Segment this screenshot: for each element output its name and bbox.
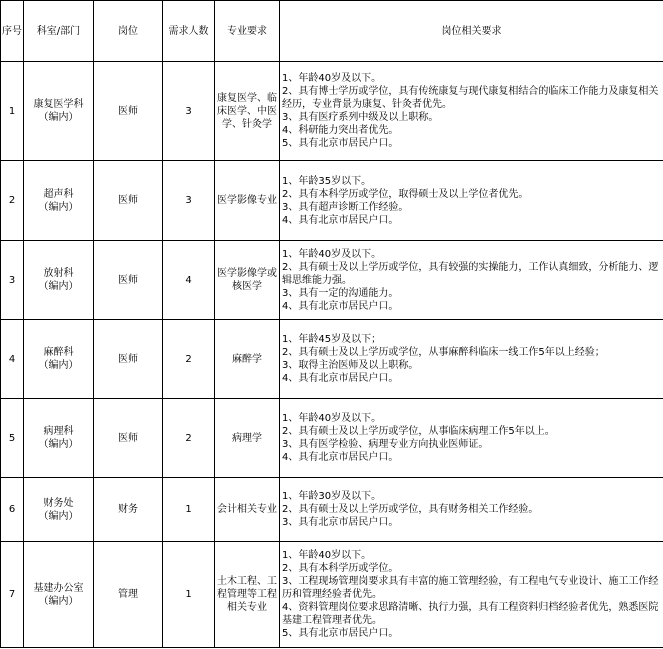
row-count: 2 xyxy=(163,399,215,478)
row-dept xyxy=(24,161,94,241)
row-post: 财务 xyxy=(94,478,163,542)
row-count: 4 xyxy=(163,241,215,320)
row-requirements xyxy=(280,241,663,320)
header-count: 需求人数 xyxy=(163,1,215,62)
requirement-line: 2、具有硕士及以上学历或学位，具有较强的实操能力，工作认真细致，分析能力、逻辑思维能力强。 xyxy=(282,261,659,286)
requirement-line: 3、具有超声诊断工作经验。 xyxy=(282,201,409,213)
requirement-line: 1、年龄35岁以下。 xyxy=(282,175,372,187)
requirement-line: 3、取得主治医师及以上职称。 xyxy=(282,360,419,371)
requirement-line: 5、具有北京市居民户口。 xyxy=(282,628,399,639)
requirement-line: 1、年龄40岁及以下。 xyxy=(282,248,382,260)
table-row xyxy=(1,320,663,399)
row-count: 3 xyxy=(163,161,215,241)
row-post: 医师 xyxy=(94,241,163,320)
row-count: 2 xyxy=(163,320,215,399)
requirement-line: 1、年龄40岁以下。 xyxy=(282,550,372,561)
row-count: 3 xyxy=(163,62,215,161)
row-post: 医师 xyxy=(94,62,163,161)
dept-type: （编内） xyxy=(38,510,79,522)
dept-type: （编内） xyxy=(38,360,79,371)
requirement-line: 3、具有医疗系列中级及以上职称。 xyxy=(282,112,439,123)
requirement-line: 2、具有本科学历或学位。 xyxy=(282,563,399,574)
requirement-line: 1、年龄40岁及以下。 xyxy=(282,413,382,424)
requirement-line: 2、具有硕士及以上学历或学位，从事麻醉科临床一线工作5年以上经验； xyxy=(282,347,605,358)
requirement-line: 3、具有北京市居民户口。 xyxy=(282,517,399,528)
dept-type: （编内） xyxy=(38,201,79,213)
requirement-line: 1、年龄30岁及以下。 xyxy=(282,491,382,502)
row-no: 6 xyxy=(1,478,24,542)
dept-name: 财务处 xyxy=(43,497,74,509)
row-major: 病理学 xyxy=(215,399,280,478)
dept-name: 康复医学科 xyxy=(33,99,84,110)
row-dept xyxy=(24,62,94,161)
row-dept xyxy=(24,241,94,320)
row-no: 5 xyxy=(1,399,24,478)
requirement-line: 2、具有博士学历或学位，具有传统康复与现代康复相结合的临床工作能力及康复相关经历，专业背景为康复、针灸者优先。 xyxy=(282,86,659,110)
row-no: 1 xyxy=(1,62,24,161)
row-dept xyxy=(24,399,94,478)
row-dept xyxy=(24,542,94,648)
requirement-line: 5、具有北京市居民户口。 xyxy=(282,138,399,149)
requirement-line: 4、具有北京市居民户口。 xyxy=(282,373,399,384)
row-requirements xyxy=(280,161,663,241)
row-requirements xyxy=(280,320,663,399)
requirement-line: 2、具有硕士及以上学历或学位，具有财务相关工作经验。 xyxy=(282,504,539,515)
dept-name: 超声科 xyxy=(43,188,74,200)
requirement-line: 1、年龄45岁及以下； xyxy=(282,334,382,345)
dept-type: （编内） xyxy=(38,439,79,450)
table-row xyxy=(1,542,663,648)
requirement-line: 3、具有一定的沟通能力。 xyxy=(282,287,399,299)
row-no: 7 xyxy=(1,542,24,648)
row-major: 康复医学、临床医学、中医学、针灸学 xyxy=(215,62,280,161)
requirement-line: 2、具有本科学历或学位，取得硕士及以上学位者优先。 xyxy=(282,188,529,200)
row-dept xyxy=(24,478,94,542)
requirement-line: 2、具有硕士及以上学历或学位，从事临床病理工作5年以上。 xyxy=(282,426,555,437)
row-major: 医学影像学或核医学 xyxy=(215,241,280,320)
row-requirements xyxy=(280,399,663,478)
row-major: 医学影像专业 xyxy=(215,161,280,241)
requirement-line: 4、资料管理岗位要求思路清晰、执行力强，具有工程资料归档经验者优先，熟悉医院基建工程管理者优先。 xyxy=(282,602,659,626)
table-row xyxy=(1,478,663,542)
row-post: 管理 xyxy=(94,542,163,648)
header-major: 专业要求 xyxy=(215,1,280,62)
table-header-row xyxy=(1,1,663,62)
row-requirements xyxy=(280,542,663,648)
row-no: 2 xyxy=(1,161,24,241)
row-count: 1 xyxy=(163,478,215,542)
dept-type: （编内） xyxy=(38,112,79,123)
row-major: 麻醉学 xyxy=(215,320,280,399)
requirement-line: 4、具有北京市居民户口。 xyxy=(282,214,399,226)
row-no: 3 xyxy=(1,241,24,320)
dept-name: 放射科 xyxy=(43,268,74,279)
dept-type: （编内） xyxy=(38,595,79,607)
requirement-line: 3、具有医学检验、病理专业方向执业医师证。 xyxy=(282,439,489,450)
header-no: 序号 xyxy=(1,1,24,62)
header-requirements: 岗位相关要求 xyxy=(280,1,663,62)
row-post: 医师 xyxy=(94,161,163,241)
row-dept xyxy=(24,320,94,399)
row-major: 会计相关专业 xyxy=(215,478,280,542)
row-no: 4 xyxy=(1,320,24,399)
row-post: 医师 xyxy=(94,399,163,478)
dept-name: 基建办公室 xyxy=(33,582,84,594)
requirement-line: 4、科研能力突出者优先。 xyxy=(282,125,399,136)
table-row xyxy=(1,241,663,320)
row-requirements xyxy=(280,478,663,542)
requirement-line: 4、具有北京市居民户口。 xyxy=(282,452,399,463)
table-row xyxy=(1,161,663,241)
requirement-line: 4、具有北京市居民户口。 xyxy=(282,300,399,312)
dept-name: 麻醉科 xyxy=(43,347,74,358)
table-row xyxy=(1,399,663,478)
row-major: 土木工程、工程管理等工程相关专业 xyxy=(215,542,280,648)
requirement-line: 1、年龄40岁及以下。 xyxy=(282,73,382,84)
dept-name: 病理科 xyxy=(43,426,74,437)
dept-type: （编内） xyxy=(38,281,79,292)
row-post: 医师 xyxy=(94,320,163,399)
row-count: 1 xyxy=(163,542,215,648)
table-row xyxy=(1,62,663,161)
row-requirements xyxy=(280,62,663,161)
header-dept: 科室/部门 xyxy=(24,1,94,62)
header-post: 岗位 xyxy=(94,1,163,62)
requirement-line: 3、工程现场管理岗要求具有丰富的施工管理经验，有工程电气专业设计、施工工作经历和管理经验者优先。 xyxy=(282,576,659,600)
